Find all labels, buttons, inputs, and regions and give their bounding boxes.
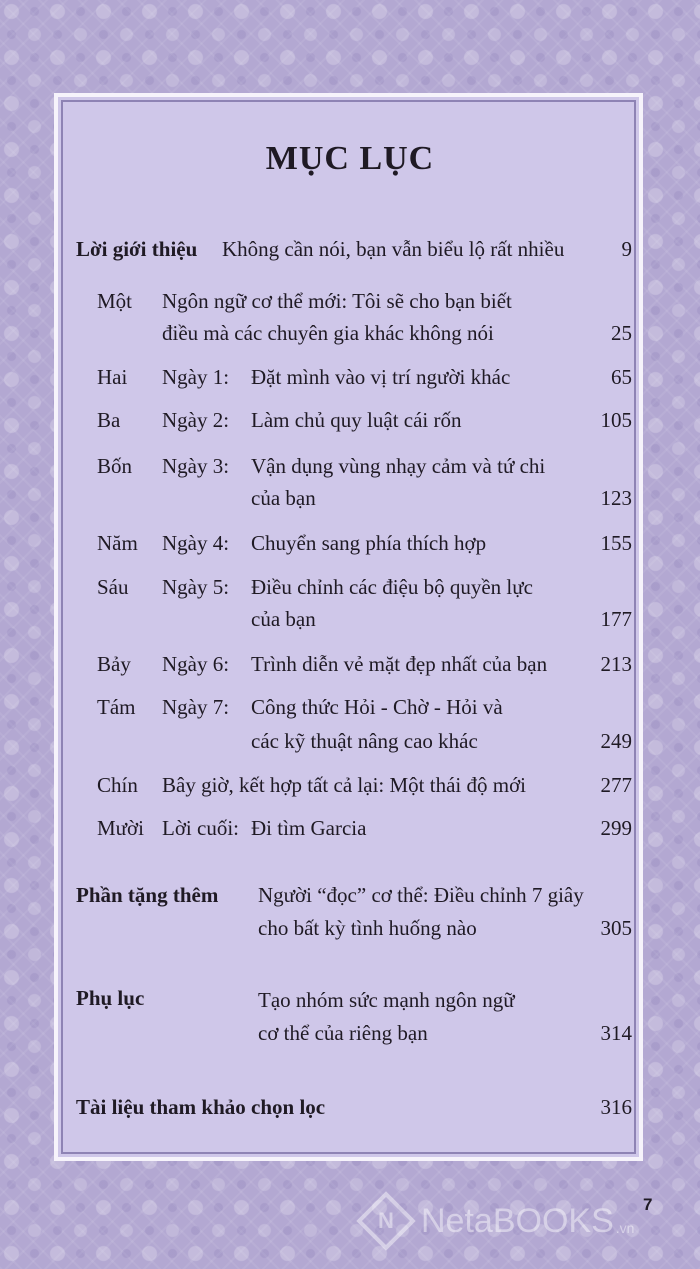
chapter-page: 177 <box>600 607 632 631</box>
chapter-page: 155 <box>600 531 632 555</box>
chapter-number: Bốn <box>97 454 133 478</box>
chapter-page: 25 <box>611 321 632 345</box>
appendix-line: cơ thể của riêng bạn <box>258 1021 428 1045</box>
chapter-title-line: Làm chủ quy luật cái rốn <box>251 408 462 432</box>
netabooks-watermark <box>365 1200 634 1242</box>
chapter-number: Mười <box>97 816 144 840</box>
chapter-day: Lời cuối: <box>162 816 240 840</box>
chapter-number: Hai <box>97 365 128 389</box>
chapter-title-line: điều mà các chuyên gia khác không nói <box>162 321 494 345</box>
bonus-line: Người “đọc” cơ thể: Điều chỉnh 7 giây <box>258 883 584 907</box>
chapter-title-line: Ngôn ngữ cơ thể mới: Tôi sẽ cho bạn biết <box>162 289 512 313</box>
chapter-title-line: Trình diễn vẻ mặt đẹp nhất của bạn <box>251 652 548 676</box>
chapter-page: 213 <box>600 652 632 676</box>
appendix-line: Tạo nhóm sức mạnh ngôn ngữ <box>258 988 515 1012</box>
chapter-day: Ngày 6: <box>162 652 230 676</box>
logo-icon: N <box>356 1191 415 1250</box>
chapter-title-line: Đặt mình vào vị trí người khác <box>251 365 511 389</box>
chapter-title-line: các kỹ thuật nâng cao khác <box>251 729 478 753</box>
chapter-day: Ngày 4: <box>162 531 230 555</box>
chapter-title-line: Điều chỉnh các điệu bộ quyền lực <box>251 575 533 599</box>
intro-text: Không cần nói, bạn vẫn biểu lộ rất nhiều <box>222 237 565 261</box>
chapter-number: Một <box>97 289 133 313</box>
chapter-day: Ngày 5: <box>162 575 230 599</box>
chapter-number: Ba <box>97 408 121 432</box>
page-title: MỤC LỤC <box>265 140 435 177</box>
page-number: 7 <box>643 1195 653 1214</box>
chapter-title-line: của bạn <box>251 607 316 631</box>
chapter-page: 299 <box>600 816 632 840</box>
chapter-title-line: của bạn <box>251 486 316 510</box>
chapter-day: Ngày 3: <box>162 454 230 478</box>
appendix-page: 314 <box>600 1021 632 1045</box>
references-label: Tài liệu tham khảo chọn lọc <box>76 1095 326 1119</box>
chapter-title-line: Công thức Hỏi - Chờ - Hỏi và <box>251 695 503 719</box>
chapter-number: Bảy <box>97 652 131 676</box>
appendix-label: Phụ lục <box>76 986 145 1010</box>
chapter-number: Chín <box>97 773 138 797</box>
chapter-day: Ngày 7: <box>162 695 230 719</box>
watermark-suffix: .vn <box>615 1220 635 1236</box>
chapter-title-line: Đi tìm Garcia <box>251 816 367 840</box>
intro-label: Lời giới thiệu <box>76 237 198 261</box>
bonus-line: cho bất kỳ tình huống nào <box>258 916 477 940</box>
chapter-title-line: Bây giờ, kết hợp tất cả lại: Một thái độ mới <box>162 773 527 797</box>
chapter-number: Tám <box>97 695 136 719</box>
chapter-title-line: Chuyển sang phía thích hợp <box>251 531 487 555</box>
intro-page: 9 <box>621 237 632 261</box>
chapter-page: 249 <box>600 729 632 753</box>
bonus-label: Phần tặng thêm <box>76 883 219 907</box>
chapter-day: Ngày 1: <box>162 365 230 389</box>
chapter-page: 277 <box>600 773 632 797</box>
bonus-page: 305 <box>600 916 632 940</box>
watermark-brand: NetaBOOKS <box>421 1201 614 1240</box>
chapter-page: 65 <box>611 365 632 389</box>
chapter-page: 105 <box>600 408 632 432</box>
references-page: 316 <box>600 1095 632 1119</box>
chapter-page: 123 <box>600 486 632 510</box>
chapter-number: Sáu <box>97 575 129 599</box>
chapter-number: Năm <box>97 531 138 555</box>
chapter-title-line: Vận dụng vùng nhạy cảm và tứ chi <box>251 454 546 478</box>
chapter-day: Ngày 2: <box>162 408 230 432</box>
